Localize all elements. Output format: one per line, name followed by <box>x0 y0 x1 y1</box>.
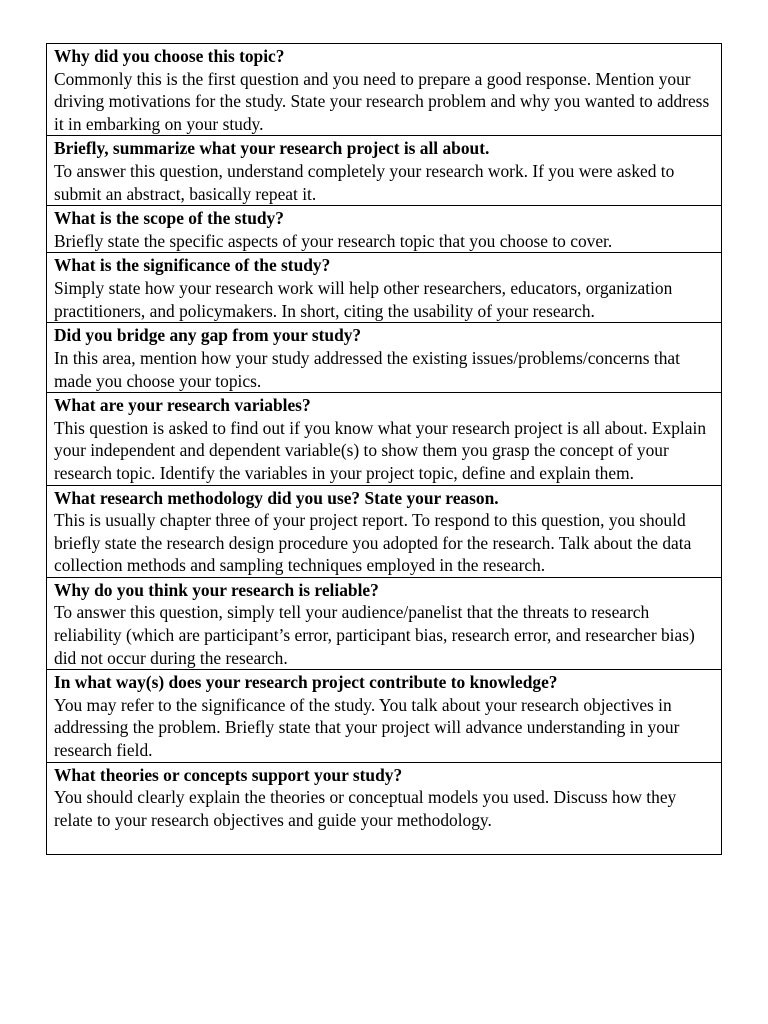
question-text: In what way(s) does your research project contribute to knowledge? <box>54 672 558 693</box>
answer-text: Simply state how your research work will help other researchers, educators, organization practitioners, and policymakers. In short, citing the usability of your research. <box>54 277 673 321</box>
answer-text: This question is asked to find out if you know what your research project is all about. Explain your independent and dependent variable(s) to show them you grasp the concept of your research topic. Identify the variables in your project topic, define and explain them. <box>54 417 707 483</box>
answer-text: To answer this question, understand completely your research work. If you were asked to submit an abstract, basically repeat it. <box>54 160 675 204</box>
question-text: Did you bridge any gap from your study? <box>54 325 362 346</box>
table-cell <box>47 670 722 762</box>
table-row <box>47 323 722 393</box>
table-row <box>47 393 722 485</box>
question-text: What theories or concepts support your study? <box>54 764 403 785</box>
answer-text: To answer this question, simply tell your audience/panelist that the threats to research reliability (which are participant’s error, participant bias, research error, and researcher bias) did not occur during the research. <box>54 602 695 668</box>
table-row <box>47 577 722 669</box>
table-row <box>47 206 722 253</box>
question-text: What research methodology did you use? State your reason. <box>54 487 499 508</box>
question-text: Briefly, summarize what your research project is all about. <box>54 138 490 159</box>
table-cell <box>47 44 722 136</box>
table-cell <box>47 253 722 323</box>
answer-text: Commonly this is the first question and you need to prepare a good response. Mention your driving motivations for the study. State your research problem and why you wanted to address it in embarking on your study. <box>54 68 710 134</box>
table-row <box>47 253 722 323</box>
answer-text: In this area, mention how your study addressed the existing issues/problems/concerns that made you choose your topics. <box>54 347 680 391</box>
question-text: Why did you choose this topic? <box>54 46 285 66</box>
qa-table <box>46 43 722 855</box>
table-row <box>47 670 722 762</box>
question-text: What are your research variables? <box>54 395 311 416</box>
table-cell <box>47 577 722 669</box>
table-cell <box>47 323 722 393</box>
table-cell <box>47 206 722 253</box>
table-row <box>47 762 722 854</box>
table-cell <box>47 136 722 206</box>
question-text: Why do you think your research is reliable? <box>54 579 379 600</box>
table-cell <box>47 393 722 485</box>
table-cell <box>47 485 722 577</box>
answer-text: You may refer to the significance of the study. You talk about your research objectives in addressing the problem. Briefly state that your project will advance understanding in your research field. <box>54 694 680 761</box>
table-row <box>47 136 722 206</box>
answer-text: Briefly state the specific aspects of your research topic that you choose to cover. <box>54 230 613 251</box>
answer-text: You should clearly explain the theories or conceptual models you used. Discuss how they relate to your research objectives and guide your methodology. <box>54 787 677 830</box>
table-row <box>47 44 722 136</box>
table-row <box>47 485 722 577</box>
table-cell <box>47 762 722 854</box>
question-text: What is the significance of the study? <box>54 255 331 276</box>
answer-text: This is usually chapter three of your project report. To respond to this question, you should briefly state the research design procedure you adopted for the research. Talk about the data collection methods and sampling techniques employed in the research. <box>54 510 692 576</box>
question-text: What is the scope of the study? <box>54 208 284 229</box>
